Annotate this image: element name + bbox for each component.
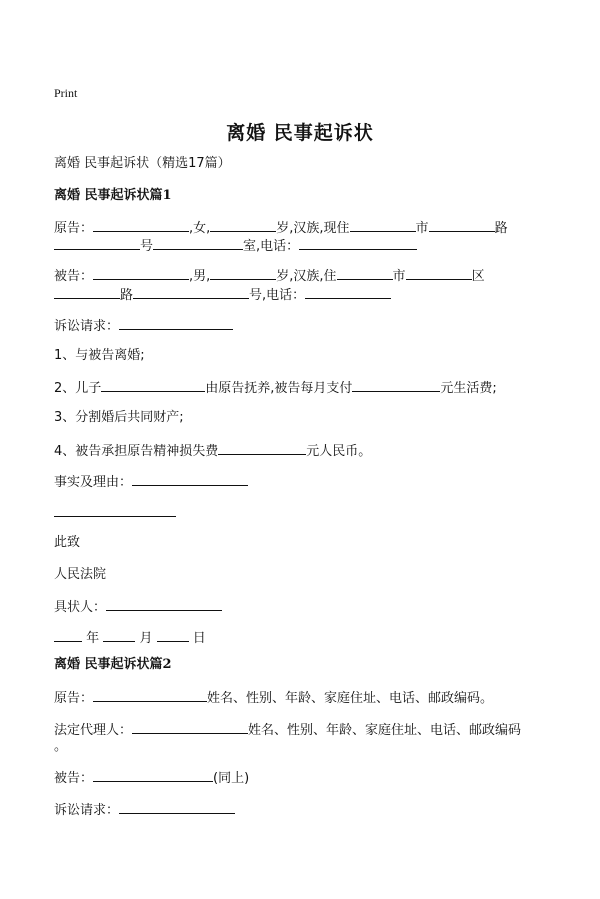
- blank-plaintiff: [93, 688, 207, 702]
- blank-year: [54, 628, 82, 642]
- blank-room: [153, 236, 243, 250]
- plaintiff-2-line: 原告： 姓名、性别、年龄、家庭住址、电话、邮政编码。: [54, 688, 493, 708]
- section-heading-2: 离婚 民事起诉状篇2: [54, 657, 172, 672]
- defendant-line-2: 路 号,电话：: [54, 285, 391, 305]
- blank-number: [54, 236, 140, 250]
- blank-claims-2: [119, 800, 235, 814]
- facts-line: [54, 472, 248, 492]
- blank-facts-2: [54, 503, 176, 517]
- blank-defendant: [93, 768, 213, 782]
- date-line: 年 月 日: [54, 628, 206, 648]
- agent-line-tail: 。: [54, 739, 68, 754]
- blank-city: [337, 266, 393, 280]
- salutation: 此致: [54, 535, 81, 550]
- blank-compensation: [218, 441, 306, 455]
- blank-age: [210, 266, 276, 280]
- section-heading-1: 离婚 民事起诉状篇1: [54, 188, 172, 203]
- blank-city: [350, 218, 416, 232]
- blank-claims: [119, 316, 233, 330]
- plaintiff-line-2: 号 室,电话：: [54, 236, 417, 256]
- claim-2: 2、儿子 由原告抚养,被告每月支付 元生活费;: [54, 378, 497, 398]
- facts-blank-line: [54, 503, 176, 523]
- blank-road: [54, 285, 120, 299]
- blank-phone: [299, 236, 417, 250]
- claim-1: 1、与被告离婚;: [54, 348, 145, 363]
- blank-signer: [106, 597, 222, 611]
- plaintiff-line-1: 原告： ,女, 岁,汉族,现住 市 路: [54, 218, 508, 238]
- claim-3: 3、分割婚后共同财产;: [54, 410, 184, 425]
- document-title: 离婚 民事起诉状: [226, 122, 374, 144]
- blank-age: [210, 218, 276, 232]
- claims-line: [54, 316, 233, 336]
- document-subtitle: 离婚 民事起诉状（精选17篇）: [54, 156, 231, 171]
- blank-name: [93, 218, 189, 232]
- signer-line: [54, 597, 222, 617]
- blank-son: [101, 378, 205, 392]
- blank-number: [133, 285, 249, 299]
- claims-2-line: 诉讼请求：: [54, 800, 235, 820]
- agent-line: 法定代理人： 姓名、性别、年龄、家庭住址、电话、邮政编码: [54, 720, 521, 740]
- print-label[interactable]: Print: [54, 86, 78, 100]
- court-name: 人民法院: [54, 567, 107, 582]
- blank-amount: [352, 378, 440, 392]
- facts-label: 事实及理由：: [54, 475, 133, 490]
- blank-phone: [305, 285, 391, 299]
- plaintiff-label: 原告：: [54, 221, 94, 236]
- signer-label: 具状人：: [54, 600, 107, 615]
- defendant-label: 被告：: [54, 269, 94, 284]
- blank-facts: [132, 472, 248, 486]
- blank-road: [429, 218, 495, 232]
- blank-day: [157, 628, 189, 642]
- defendant-line-1: 被告： ,男, 岁,汉族,住 市 区: [54, 266, 485, 286]
- blank-district: [406, 266, 472, 280]
- blank-agent: [132, 720, 248, 734]
- claims-label: 诉讼请求：: [54, 319, 120, 334]
- blank-name: [93, 266, 189, 280]
- claim-4: 4、被告承担原告精神损失费 元人民币。: [54, 441, 371, 461]
- defendant-2-line: 被告： (同上): [54, 768, 249, 788]
- blank-month: [103, 628, 135, 642]
